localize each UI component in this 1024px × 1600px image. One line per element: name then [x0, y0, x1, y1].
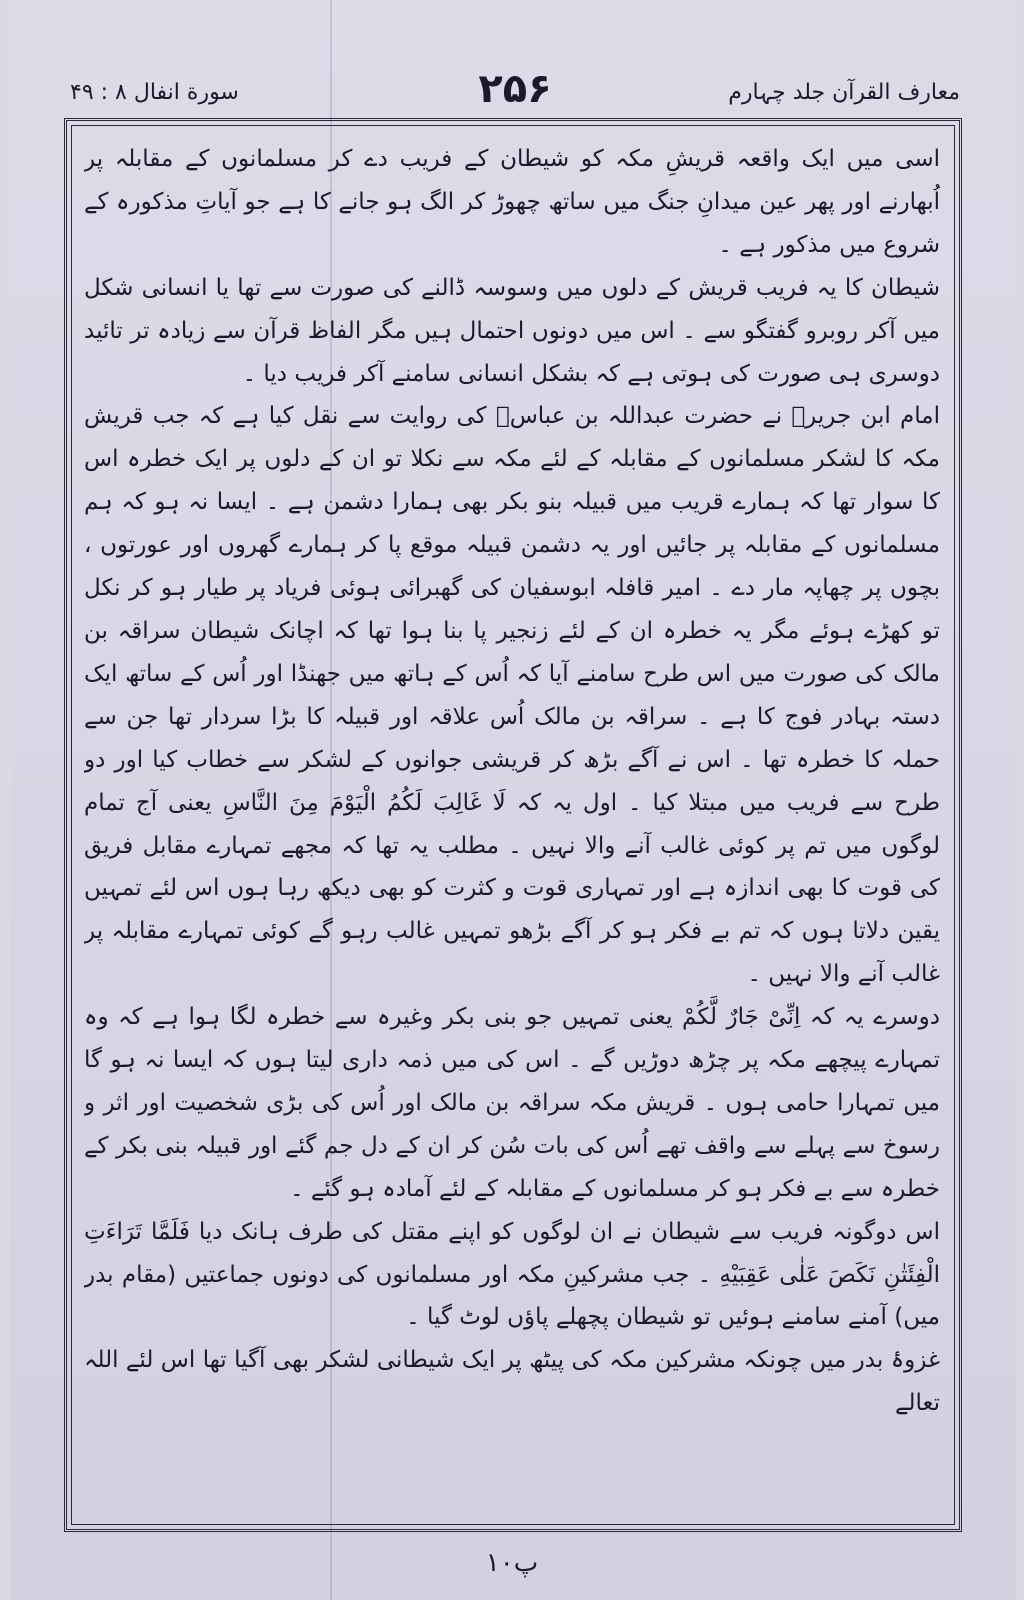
paragraph: اسی میں ایک واقعہ قریشِ مکہ کو شیطان کے فریب دے کر مسلمانوں کے مقابلہ پر اُبھارنے اور پھر عین میدانِ جنگ میں ساتھ چھوڑ کر الگ ہو جانے کا ہے جو آیاتِ مذکورہ کے شروع میں مذکور ہے ۔ — [84, 146, 940, 258]
book-title: معارف القرآن جلد چہارم — [728, 80, 960, 105]
paragraph: امام ابن جریرؒ نے حضرت عبداللہ بن عباسؓ کی روایت سے نقل کیا ہے کہ جب قریش مکہ کا لشکر مسلمانوں کے مقابلہ کے لئے مکہ سے نکلا تو ان کے دلوں پر ایک خطرہ اس کا سوار تھا کہ ہمارے قریب میں قبیلہ بنو بکر بھی ہمارا دشمن ہے ۔ ایسا نہ ہو کہ ہم مسلمانوں کے مقابلہ پر جائیں اور یہ دشمن قبیلہ موقع پا کر ہمارے گھروں اور عورتوں ، بچوں پر چھاپہ مار دے ۔ امیر قافلہ ابوسفیان کی گھبرائی ہوئی فریاد پر طیار ہو کر نکل تو کھڑے ہوئے مگر یہ خطرہ ان کے لئے زنجیر پا بنا ہوا تھا کہ اچانک شیطان سراقہ بن مالک کی صورت میں اس طرح سامنے آیا کہ اُس کے ہاتھ میں جھنڈا اور اُس کے ساتھ ایک دستہ بہادر فوج کا ہے ۔ سراقہ بن مالک اُس علاقہ اور قبیلہ کا بڑا سردار تھا جن سے حملہ کا خطرہ تھا ۔ اس نے آگے بڑھ کر قریشی جوانوں کے لشکر سے خطاب کیا اور دو طرح سے فریب میں مبتلا کیا ۔ اول یہ کہ لَا غَالِبَ لَكُمُ الْيَوْمَ مِنَ النَّاسِ یعنی آج تمام لوگوں میں تم پر کوئی غالب آنے والا نہیں ۔ مطلب یہ تھا کہ مجھے تمہارے مقابل فریق کی قوت کا بھی اندازہ ہے اور تمہاری قوت و کثرت کو بھی دیکھ رہا ہوں اس لئے تمہیں یقین دلاتا ہوں کہ تم بے فکر ہو کر آگے بڑھو تمہیں غالب رہو گے کوئی تمہارے مقابلہ پر غالب آنے والا نہیں ۔ — [84, 403, 940, 988]
paragraph: دوسرے یہ کہ اِنِّیْ جَارٌ لَّكُمْ یعنی تمہیں جو بنی بکر وغیرہ سے خطرہ لگا ہوا ہے کہ وہ تمہارے پیچھے مکہ پر چڑھ دوڑیں گے ۔ اس کی میں ذمہ داری لیتا ہوں کہ ایسا نہ ہو گا میں تمہارا حامی ہوں ۔ قریش مکہ سراقہ بن مالک اور اُس کی بڑی شخصیت اور اثر و رسوخ سے پہلے سے واقف تھے اُس کی بات سُن کر ان کے دل جم گئے اور قبیلہ بنی بکر کے خطرہ سے بے فکر ہو کر مسلمانوں کے مقابلہ کے لئے آمادہ ہو گئے ۔ — [84, 1004, 940, 1202]
paragraph: غزوۂ بدر میں چونکہ مشرکین مکہ کی پیٹھ پر ایک شیطانی لشکر بھی آگیا تھا اس لئے اللہ تعالے — [84, 1347, 940, 1417]
page-header — [70, 66, 960, 116]
page-number: ۲۵۶ — [478, 66, 552, 112]
para-marker: پ۱۰ — [485, 1548, 539, 1578]
paragraph: شیطان کا یہ فریب قریش کے دلوں میں وسوسہ ڈالنے کی صورت سے تھا یا انسانی شکل میں آکر روبرو گفتگو سے ۔ اس میں دونوں احتمال ہیں مگر الفاظ قرآن سے زیادہ تر تائید دوسری ہی صورت کی ہوتی ہے کہ بشکل انسانی سامنے آکر فریب دیا ۔ — [84, 274, 940, 387]
surah-reference: سورة انفال ۸ : ۴۹ — [70, 80, 239, 105]
paragraph: اس دوگونہ فریب سے شیطان نے ان لوگوں کو اپنے مقتل کی طرف ہانک دیا فَلَمَّا تَرَاءَتِ الْفِئَتٰنِ نَكَصَ عَلٰى عَقِبَيْهِ ۔ جب مشرکینِ مکہ اور مسلمانوں کی دونوں جماعتیں (مقام بدر میں) آمنے سامنے ہوئیں تو شیطان پچھلے پاؤں لوٹ گیا ۔ — [84, 1218, 940, 1331]
main-text-body — [84, 138, 940, 1518]
